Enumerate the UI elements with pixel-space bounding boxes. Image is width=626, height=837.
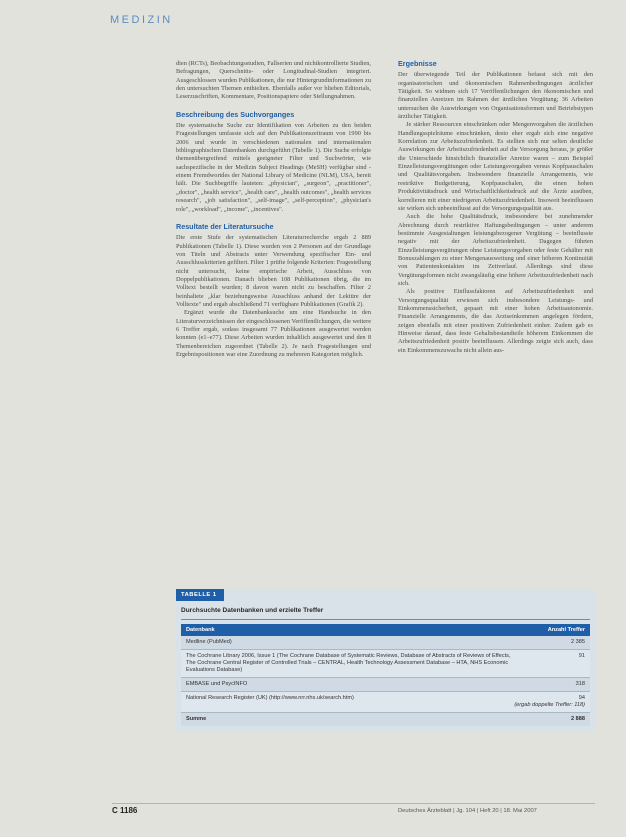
table-title: Durchsuchte Datenbanken und erzielte Treffer [181, 601, 590, 620]
table-row [181, 650, 590, 678]
table-1 [176, 589, 595, 731]
database-name: EMBASE und PsycINFO [186, 681, 248, 687]
page-value: 1186 [120, 806, 138, 815]
page-prefix: C [112, 806, 118, 815]
section-heading: Ergebnisse [398, 59, 437, 68]
journal-citation: Deutsches Ärzteblatt | Jg. 104 | Heft 20 | 18. Mai 2007 [398, 808, 537, 814]
paragraph: Der überwiegende Teil der Publikationen befasst sich mit den organisatorischen und ökonomischen Rahmenbedingungen ärztlicher Tätigkeit. So widmen sich 17 Veröffentlichungen den ökonomischen und finanziellen Anreizen im Rahmen der ärztlichen Vergütung; 36 Arbeiten untersuchen die Auswirkungen von Organisationsformen und Betriebstypen ärztlicher Tätigkeit. [398, 71, 593, 121]
hit-count: 91 [578, 653, 585, 659]
column-header-database: Datenbank [186, 627, 215, 633]
table-row [181, 636, 590, 650]
paragraph: Die systematische Suche zur Identifikation von Arbeiten zu den beiden Fragestellungen umfasste sich auf den Publikationszeitraum von 1990 bis 2006 und wurde in verschiedenen nationalen und internationalen bibliographischen Datenbanken durchgeführt (Tabelle 1). Die Suche erfolgte themenübergreifend mittels geeigneter Filter und Suchwörter, wie sachspezifische in der Medizin Subject Headings (MeSH) verfügbar sind - einem Fremdwortdes der National Library of Medicine (NLM), USA, bereit hält. Die Suchbegriffe lauteten: „physician", „surgeon", „practitioner", „doctor", „health service", „health care", „health outcomes", „health services research", „job satisfaction", „self-image", „self-perception", „physician's role", „workload", „income", „incentives". [176, 122, 371, 213]
page-number [112, 806, 137, 815]
left-column [176, 60, 371, 359]
table-row [181, 678, 590, 692]
database-name: Medline (PubMed) [186, 639, 232, 645]
paragraph: Auch die hohe Qualitätsdruck, insbesondere bei zunehmender Abrechnung durch restriktive Haftungsbedingungen – unter anderem bestimmte Ausgestaltungen leistungsbezogener Vergütung – beeinflusste negativ mit der Arbeitszufriedenheit. Dagegen führten Einzelleistungsvergütungen ohne Leistungsvorgaben oder feste Gehälter mit Bonuszahlungen zu einer Mengenausweitung und einer höheren Kontinuität von Patientenkontakten im Zeitverlauf. Allerdings sind diese Vergütungsformen nicht zwangsläufig eine höhere Arbeitszufriedenheit nach sich. [398, 213, 593, 287]
paragraph: Als positive Einflussfaktoren auf Arbeitszufriedenheit und Versorgungsqualität erwiesen sich insbesondere Leistungs- und Einkommenssicherheit, gepaart mit einer hohen Arbeitsautonomie. Finanzielle Arrangements, die das Arztseinkommen angelegen fördern, zeigen ebenfalls mit einer positiven Zufriedenheit einher. Zudem gab es Hinweise darauf, dass feste Gehaltsbestandteile höherem Einkommen die Arbeitszufriedenheit positiv beeinflussen. Allerdings zeigte sich auch, dass ein Einkommenszuwachs nicht allein aus- [398, 288, 593, 354]
paragraph: Je stärker Ressourcen einschränken oder Mengenvorgaben die ärztlichen Handlungsspielräume einschränken, desto eher ergab sich eine negative Korrelation zur Arbeitszufriedenheit. Es stellten sich nur selten deutliche Auswirkungen der Arbeitszufriedenheit auf die Versorgung heraus, je größer die Unterschiede hinsichtlich finanzieller Anreize waren – zum Beispiel Einzelleistungsvergütungen oder Leistungsvorgaben versus Kopfpauschalen und Qualitätsvorgaben. Insbesondere finanzielle Arrangements, wie restriktive Budgetierung, Kopfpauschalen, die einen hohen Produktivitätsdruck und Wirtschaftlichkeitsdruck auf die Ärzte ausüben, korrelieren mit einer niedrigeren Arbeitszufriedenheit. Insoweit beeinflussen sie wirken sich unbeeinflusst auf die Versorgungsqualität aus. [398, 121, 593, 212]
section-heading: Resultate der Literatursuche [176, 221, 274, 231]
total-count: 2 888 [571, 716, 585, 722]
footer-rule [112, 803, 595, 804]
total-label: Summe [186, 716, 207, 722]
section-heading: Beschreibung des Suchvorganges [176, 109, 295, 119]
section-label: MEDIZIN [110, 14, 173, 26]
database-table [181, 624, 590, 726]
table-label: TABELLE 1 [176, 589, 224, 601]
hit-count: 94 [578, 695, 585, 701]
paragraph: Ergänzt wurde die Datenbanksuche um eine Handsuche in den Literaturverzeichnissen der eingeschlossenen Veröffentlichungen, die weitere 6 Treffer ergab, sodass insgesamt 77 Publikationen ausgewertet werden konnten (e1–e77). Diese Arbeiten wurden inhaltlich ausgewertet und den 8 Themenbereichen zugeordnet (Tabelle 2). Je nach Fragestellungen und Ergebnispositionen war eine Zuordnung zu mehreren Kategorien möglich. [176, 309, 371, 358]
table-header-row [181, 624, 590, 636]
paragraph: Die erste Stufe der systematischen Literaturrecherche ergab 2 889 Publikationen (Tabelle 1). Diese wurden von 2 Personen auf der Grundlage von Titeln und Abstracts unter Verwendung spezifischer Ein- und Ausschlusskriterien gefiltert. Filter 1 prüfte folgende Kriterien: Fragestellung nicht untersucht, keine empirische Arbeit, Ausschluss von Doppelpublikationen. Danach blieben 108 Publikationen übrig, die im Volltext bestellt wurden; 8 davon waren nicht zu beschaffen. Filter 2 beinhaltete „klar beziehungsweise Ausschluss anhand der Lektüre der Volltexte" und ergab abschließend 71 verfügbare Publikationen (Grafik 2). [176, 234, 371, 308]
hit-note: (ergab doppelte Treffer: 118) [514, 702, 585, 708]
paragraph: dien (RCTs), Beobachtungsstudien, Fallserien und nichtkontrollierte Studien, Befragungen, Querschnitts- oder Longitudinal-Studien integriert. Ausgeschlossen wurden Publikationen, die nur Hintergrundinformationen zu den untersuchten Themen enthielten. Ebenfalls außer vor blieben Editorials, Leserzuschriften, Kommentare, Positionspapiere oder Stellungnahmen. [176, 60, 371, 101]
table-total-row [181, 713, 590, 726]
hit-count: 318 [575, 681, 585, 687]
right-column [398, 60, 593, 355]
database-name: National Research Register (UK) (http://www.nrr.nhs.uk/search.htm) [186, 695, 354, 701]
hit-count: 2 385 [571, 639, 585, 645]
table-row [181, 692, 590, 713]
hit-count-with-note [514, 695, 585, 709]
database-name: The Cochrane Library 2006, Issue 1 (The Cochrane Database of Systematic Reviews, Database of Abstracts of Reviews of Effects, The Cochrane Central Register of Controlled Trials – CENTRAL, Health Technology Assessment Database – HTA, NHS Economic Evaluations Database) [186, 653, 511, 673]
column-header-hits: Anzahl Treffer [547, 627, 585, 633]
